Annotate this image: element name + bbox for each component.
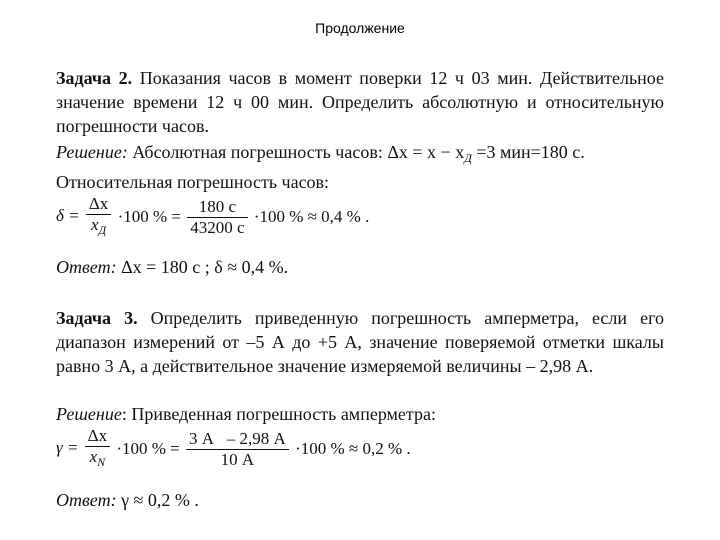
- task3-fraction-2-den: 10 А: [220, 449, 255, 469]
- task2-fraction-1-den-sub: Д: [98, 223, 107, 237]
- task3-fraction-1-den: x: [89, 447, 98, 466]
- task2-fraction-1-num: Δx: [86, 194, 111, 215]
- task2-statement: [56, 66, 664, 138]
- task2-solution-label: Решение:: [56, 142, 128, 162]
- task2-solution-sub: Д: [464, 151, 472, 165]
- task2-solution-tail: =3 мин=180 с.: [471, 142, 585, 162]
- task2-relative-heading: Относительная погрешность часов:: [56, 172, 330, 192]
- task2-fraction-1-den: x: [91, 215, 99, 234]
- task3-fraction-2: [186, 429, 289, 470]
- task2-fraction-1: [86, 194, 111, 240]
- task3-formula: [56, 426, 411, 472]
- task2-fraction-2-den: 43200 с: [190, 217, 245, 237]
- task3-answer-label: Ответ:: [56, 490, 117, 510]
- task2-text: Показания часов в момент поверки 12 ч 03 мин. Действительное значение времени 12 ч 00 мин. Определить абсолютную и относительную погрешности часов.: [56, 68, 664, 136]
- task3-solution: [56, 402, 436, 426]
- task2-answer-text: Δx = 180 с ; δ ≈ 0,4 %.: [121, 257, 289, 277]
- task3-solution-text: : Приведенная погрешность амперметра:: [121, 404, 436, 424]
- task3-formula-lhs: γ =: [56, 437, 79, 457]
- page-title: Продолжение: [315, 20, 405, 36]
- task2-fraction-2: [187, 197, 247, 238]
- task2-formula-mult1: ·100 % =: [117, 207, 181, 226]
- task3-answer-text: γ ≈ 0,2 % .: [121, 490, 199, 510]
- task2-solution-text: Абсолютная погрешность часов: Δx = x − x: [132, 142, 465, 162]
- task3-fraction-1: [85, 426, 110, 472]
- task2-formula-lhs: δ =: [56, 205, 80, 225]
- task3-statement: [56, 306, 664, 378]
- task2-label: Задача 2.: [56, 68, 133, 88]
- task3-fraction-1-den-sub: N: [97, 455, 106, 469]
- task2-answer-label: Ответ:: [56, 257, 117, 277]
- task3-text: Определить приведенную погрешность амперметра, если его диапазон измерений от –5 А до +5 А, значение поверяемой отметки шкалы равно 3 А, а действительное значение измеряемой величины – 2,98 А.: [56, 308, 665, 376]
- task2-formula: [56, 194, 369, 240]
- task3-fraction-1-num: Δx: [85, 426, 110, 447]
- task3-label: Задача 3.: [56, 308, 138, 328]
- task3-fraction-2-num: 3 А – 2,98 А: [186, 429, 289, 450]
- task3-answer: [56, 488, 199, 512]
- task3-solution-label: Решение: [56, 404, 122, 424]
- task3-formula-mult1: ·100 % =: [116, 439, 180, 458]
- task3-formula-mult2: ·100 % ≈ 0,2 % .: [295, 439, 411, 458]
- task2-solution: [56, 140, 585, 170]
- task2-answer: [56, 255, 288, 279]
- task2-fraction-2-num: 180 с: [187, 197, 247, 218]
- task2-formula-mult2: ·100 % ≈ 0,4 % .: [253, 207, 370, 226]
